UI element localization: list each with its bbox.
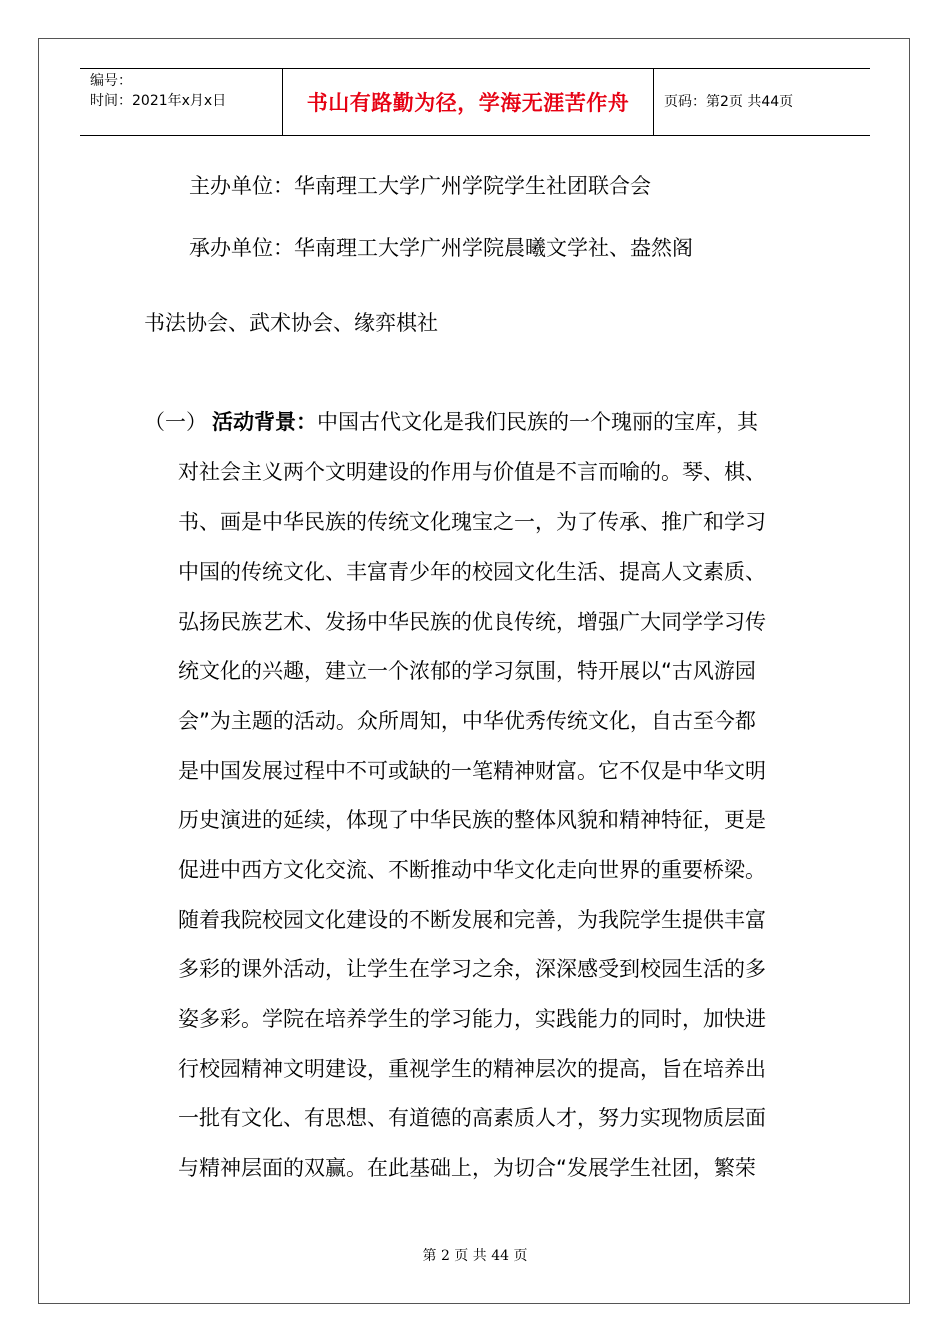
body-line: 弘扬民族艺术、发扬中华民族的优良传统，增强广大同学学习传 <box>178 610 766 634</box>
header-motto-cell <box>282 69 654 135</box>
document-date: 时间：2021年x月x日 <box>90 93 227 109</box>
body-line: 多彩的课外活动，让学生在学习之余，深深感受到校园生活的多 <box>178 957 766 981</box>
header-meta <box>80 69 282 135</box>
document-header <box>80 68 870 136</box>
coorganizer-continued-line: 书法协会、武术协会、缘弈棋社 <box>144 311 438 335</box>
body-line: 历史演进的延续，体现了中华民族的整体风貌和精神特征，更是 <box>178 808 766 832</box>
section-marker: （一） <box>144 410 207 434</box>
body-line: 对社会主义两个文明建设的作用与价值是不言而喻的。琴、棋、 <box>178 460 766 484</box>
section-first-line <box>212 408 758 436</box>
body-line: 中国的传统文化、丰富青少年的校园文化生活、提高人文素质、 <box>178 560 766 584</box>
header-page-cell <box>654 69 870 135</box>
body-line: 是中国发展过程中不可或缺的一笔精神财富。它不仅是中华文明 <box>178 759 766 783</box>
section-first-line-text: 中国古代文化是我们民族的一个瑰丽的宝库，其 <box>317 410 758 434</box>
header-motto: 书山有路勤为径，学海无涯苦作舟 <box>306 90 630 115</box>
body-line: 姿多彩。学院在培养学生的学习能力，实践能力的同时，加快进 <box>178 1007 766 1031</box>
body-line: 会”为主题的活动。众所周知，中华优秀传统文化，自古至今都 <box>178 709 756 733</box>
body-line: 与精神层面的双赢。在此基础上，为切合“发展学生社团，繁荣 <box>178 1156 756 1180</box>
document-number-label: 编号： <box>90 73 132 89</box>
body-line: 一批有文化、有思想、有道德的高素质人才，努力实现物质层面 <box>178 1106 766 1130</box>
body-line: 书、画是中华民族的传统文化瑰宝之一，为了传承、推广和学习 <box>178 510 766 534</box>
coorganizer-line: 承办单位：华南理工大学广州学院晨曦文学社、盎然阁 <box>189 236 693 260</box>
body-line: 随着我院校园文化建设的不断发展和完善，为我院学生提供丰富 <box>178 908 766 932</box>
body-line: 促进中西方文化交流、不断推动中华文化走向世界的重要桥梁。 <box>178 858 766 882</box>
section-title: 活动背景： <box>212 410 317 434</box>
body-line: 统文化的兴趣，建立一个浓郁的学习氛围，特开展以“古风游园 <box>178 659 756 683</box>
header-page-info: 页码：第2页 共44页 <box>664 94 794 110</box>
body-line: 行校园精神文明建设，重视学生的精神层次的提高，旨在培养出 <box>178 1057 766 1081</box>
organizer-line: 主办单位：华南理工大学广州学院学生社团联合会 <box>189 174 651 198</box>
page-footer: 第 2 页 共 44 页 <box>422 1248 528 1264</box>
